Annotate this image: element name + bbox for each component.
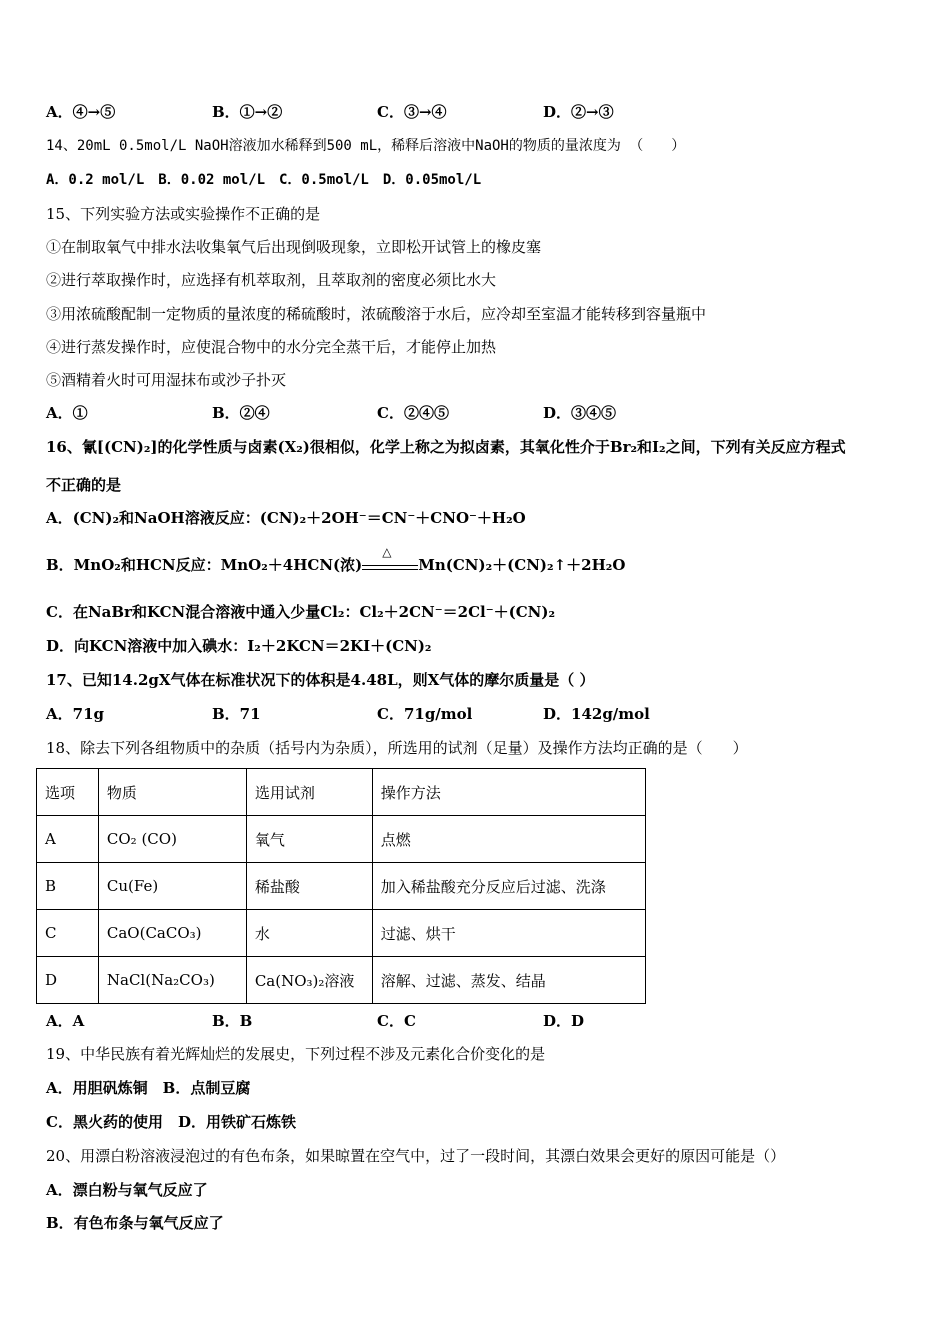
table-cell: A <box>37 816 99 863</box>
table-cell: CaO(CaCO₃) <box>98 910 246 957</box>
q17-option-c: C．71g/mol <box>377 705 473 723</box>
q15-item-3: ③用浓硫酸配制一定物质的量浓度的稀硫酸时，浓硫酸溶于水后，应冷却至室温才能转移到容量瓶中 <box>46 305 707 323</box>
q15-option-b: B．②④ <box>212 404 270 422</box>
q13-option-c: C．③→④ <box>377 103 447 121</box>
q15-item-4: ④进行蒸发操作时，应使混合物中的水分完全蒸干后，才能停止加热 <box>46 338 497 356</box>
q13-option-d: D．②→③ <box>543 103 614 121</box>
table-cell: 氧气 <box>246 816 372 863</box>
table-cell: D <box>37 957 99 1004</box>
table-cell: Cu(Fe) <box>98 863 246 910</box>
table-header-row <box>37 769 646 816</box>
q15-option-a: A．① <box>46 404 88 422</box>
q16-option-c: C．在NaBr和KCN混合溶液中通入少量Cl₂：Cl₂＋2CN⁻＝2Cl⁻＋(CN)₂ <box>46 603 556 621</box>
q19-stem: 19、中华民族有着光辉灿烂的发展史，下列过程不涉及元素化合价变化的是 <box>46 1045 546 1063</box>
table-row <box>37 957 646 1004</box>
q15-item-2: ②进行萃取操作时，应选择有机萃取剂，且萃取剂的密度必须比水大 <box>46 271 497 289</box>
q20-option-a: A．漂白粉与氧气反应了 <box>46 1181 208 1199</box>
q16-stem-line2: 不正确的是 <box>46 476 122 494</box>
table-cell: CO₂ (CO) <box>98 816 246 863</box>
table-cell: B <box>37 863 99 910</box>
q15-stem: 15、下列实验方法或实验操作不正确的是 <box>46 205 321 223</box>
table-header-cell: 选用试剂 <box>246 769 372 816</box>
q13-option-a: A．④→⑤ <box>46 103 116 121</box>
q17-option-b: B．71 <box>212 705 261 723</box>
table-header-cell: 选项 <box>37 769 99 816</box>
q16-option-b <box>46 545 626 576</box>
table-row <box>37 910 646 957</box>
q14-stem: 14、20mL 0.5mol/L NaOH溶液加水稀释到500 mL，稀释后溶液中NaOH的物质的量浓度为 （ ） <box>46 138 686 154</box>
q16-option-d: D．向KCN溶液中加入碘水：I₂＋2KCN＝2KI＋(CN)₂ <box>46 637 432 655</box>
table-header-cell: 物质 <box>98 769 246 816</box>
q19-options-line2: C．黑火药的使用 D．用铁矿石炼铁 <box>46 1113 296 1131</box>
table-row <box>37 863 646 910</box>
q18-option-d: D．D <box>543 1012 585 1030</box>
q15-option-c: C．②④⑤ <box>377 404 449 422</box>
table-cell: 水 <box>246 910 372 957</box>
table-cell: NaCl(Na₂CO₃) <box>98 957 246 1004</box>
table-cell: 过滤、烘干 <box>372 910 645 957</box>
q16-option-b-left: B．MnO₂和HCN反应：MnO₂＋4HCN(浓) <box>46 556 363 574</box>
q16-option-a: A．(CN)₂和NaOH溶液反应：(CN)₂＋2OH⁻＝CN⁻＋CNO⁻＋H₂O <box>46 509 526 527</box>
q15-option-d: D．③④⑤ <box>543 404 617 422</box>
q17-stem: 17、已知14.2gX气体在标准状况下的体积是4.48L，则X气体的摩尔质量是（ ） <box>46 671 595 689</box>
q15-item-5: ⑤酒精着火时可用湿抹布或沙子扑灭 <box>46 371 287 389</box>
q18-table <box>36 768 646 1004</box>
table-cell: 溶解、过滤、蒸发、结晶 <box>372 957 645 1004</box>
q16-stem-line1: 16、氰[(CN)₂]的化学性质与卤素(X₂)很相似，化学上称之为拟卤素，其氧化性介于Br₂和I₂之间，下列有关反应方程式 <box>46 438 846 456</box>
table-cell: 点燃 <box>372 816 645 863</box>
q20-stem: 20、用漂白粉溶液浸泡过的有色布条，如果晾置在空气中，过了一段时间，其漂白效果会更好的原因可能是（） <box>46 1147 786 1165</box>
heat-triangle-icon: △ <box>382 545 392 559</box>
q16-option-b-right: Mn(CN)₂＋(CN)₂↑＋2H₂O <box>418 556 626 574</box>
q13-option-b: B．①→② <box>212 103 283 121</box>
table-cell: Ca(NO₃)₂溶液 <box>246 957 372 1004</box>
q18-option-b: B．B <box>212 1012 253 1030</box>
table-cell: C <box>37 910 99 957</box>
q18-stem: 18、除去下列各组物质中的杂质（括号内为杂质），所选用的试剂（足量）及操作方法均正确的是（ ） <box>46 739 748 757</box>
q14-options: A．0.2 mol/L B．0.02 mol/L C．0.5mol/L D．0.05mol/L <box>46 172 482 188</box>
table-cell: 加入稀盐酸充分反应后过滤、洗涤 <box>372 863 645 910</box>
table-cell: 稀盐酸 <box>246 863 372 910</box>
q17-option-a: A．71g <box>46 705 105 723</box>
q18-option-c: C．C <box>377 1012 416 1030</box>
q19-options-line1: A．用胆矾炼铜 B．点制豆腐 <box>46 1079 251 1097</box>
table-header-cell: 操作方法 <box>372 769 645 816</box>
q15-item-1: ①在制取氧气中排水法收集氧气后出现倒吸现象，立即松开试管上的橡皮塞 <box>46 238 542 256</box>
q17-option-d: D．142g/mol <box>543 705 650 723</box>
q20-option-b: B．有色布条与氧气反应了 <box>46 1214 224 1232</box>
table-row <box>37 816 646 863</box>
heating-equals-sign <box>362 545 418 576</box>
q18-option-a: A．A <box>46 1012 85 1030</box>
